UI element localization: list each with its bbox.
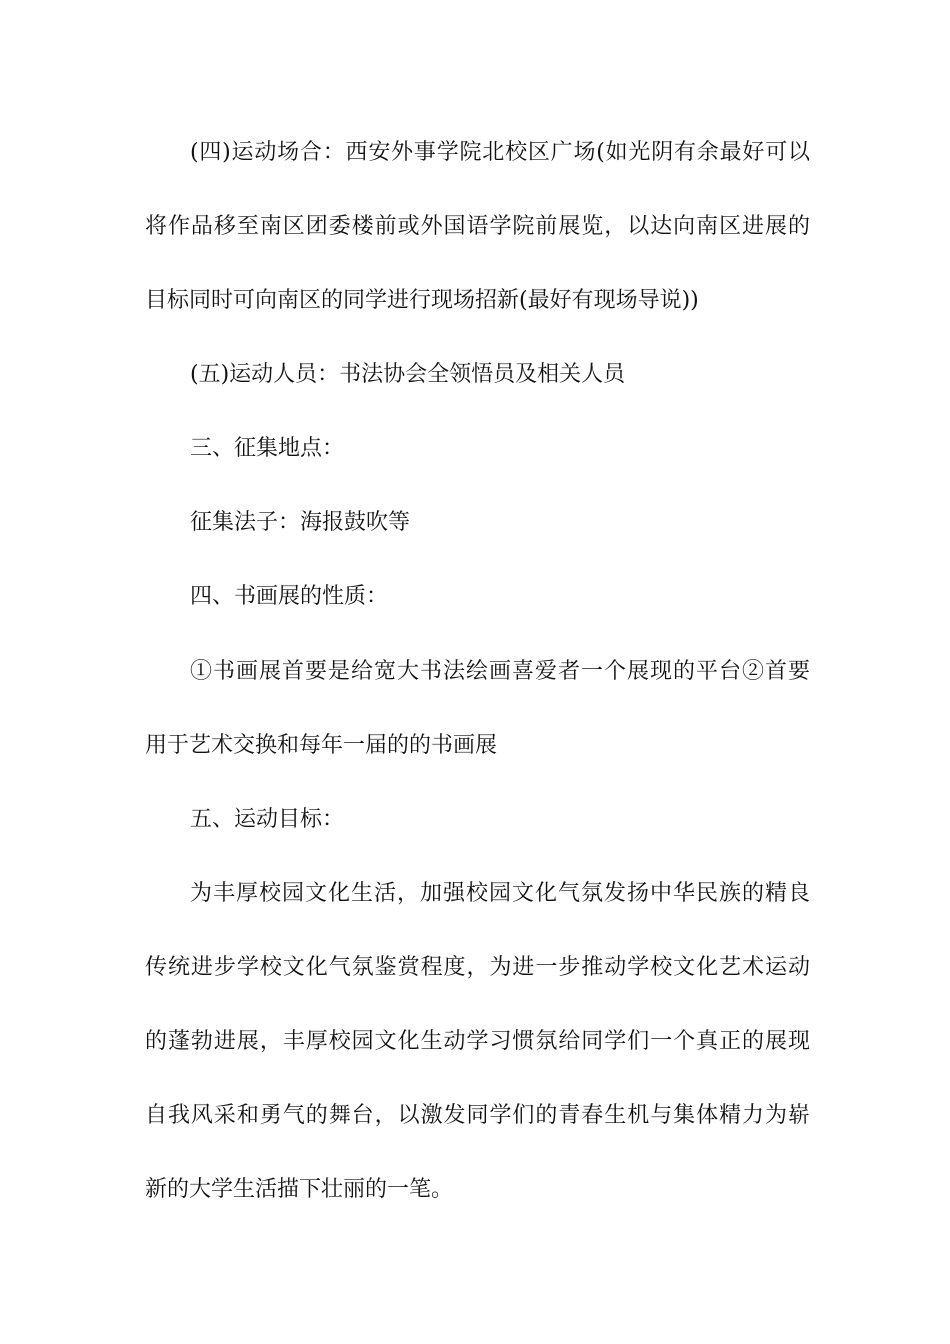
paragraph-line: 新的大学生活描下壮丽的一笔。	[145, 1177, 454, 1202]
paragraph-line: (四)运动场合：西安外事学院北校区广场(如光阴有余最好可以	[190, 140, 810, 165]
paragraph-line: 用于艺术交换和每年一届的的书画展	[145, 733, 498, 758]
paragraph-line: 的蓬勃进展，丰厚校园文化生动学习惯氛给同学们一个真正的展现	[145, 1029, 810, 1054]
paragraph-line: 传统进步学校文化气氛鉴赏程度，为进一步推动学校文化艺术运动	[145, 955, 810, 980]
paragraph-line: 征集法子：海报鼓吹等	[190, 510, 411, 535]
paragraph-line: ①书画展首要是给宽大书法绘画喜爱者一个展现的平台②首要	[190, 659, 810, 684]
paragraph-line: 目标同时可向南区的同学进行现场招新(最好有现场导说))	[145, 288, 699, 313]
paragraph-line: (五)运动人员：书法协会全领悟员及相关人员	[190, 362, 626, 387]
paragraph-line: 自我风采和勇气的舞台，以激发同学们的青春生机与集体精力为崭	[145, 1103, 810, 1128]
paragraph-line: 将作品移至南区团委楼前或外国语学院前展览，以达向南区进展的	[145, 214, 810, 239]
paragraph-line: 为丰厚校园文化生活，加强校园文化气氛发扬中华民族的精良	[190, 881, 810, 906]
section-heading: 五、运动目标：	[190, 807, 345, 832]
section-heading: 三、征集地点：	[190, 436, 345, 461]
section-heading: 四、书画展的性质：	[190, 584, 389, 609]
